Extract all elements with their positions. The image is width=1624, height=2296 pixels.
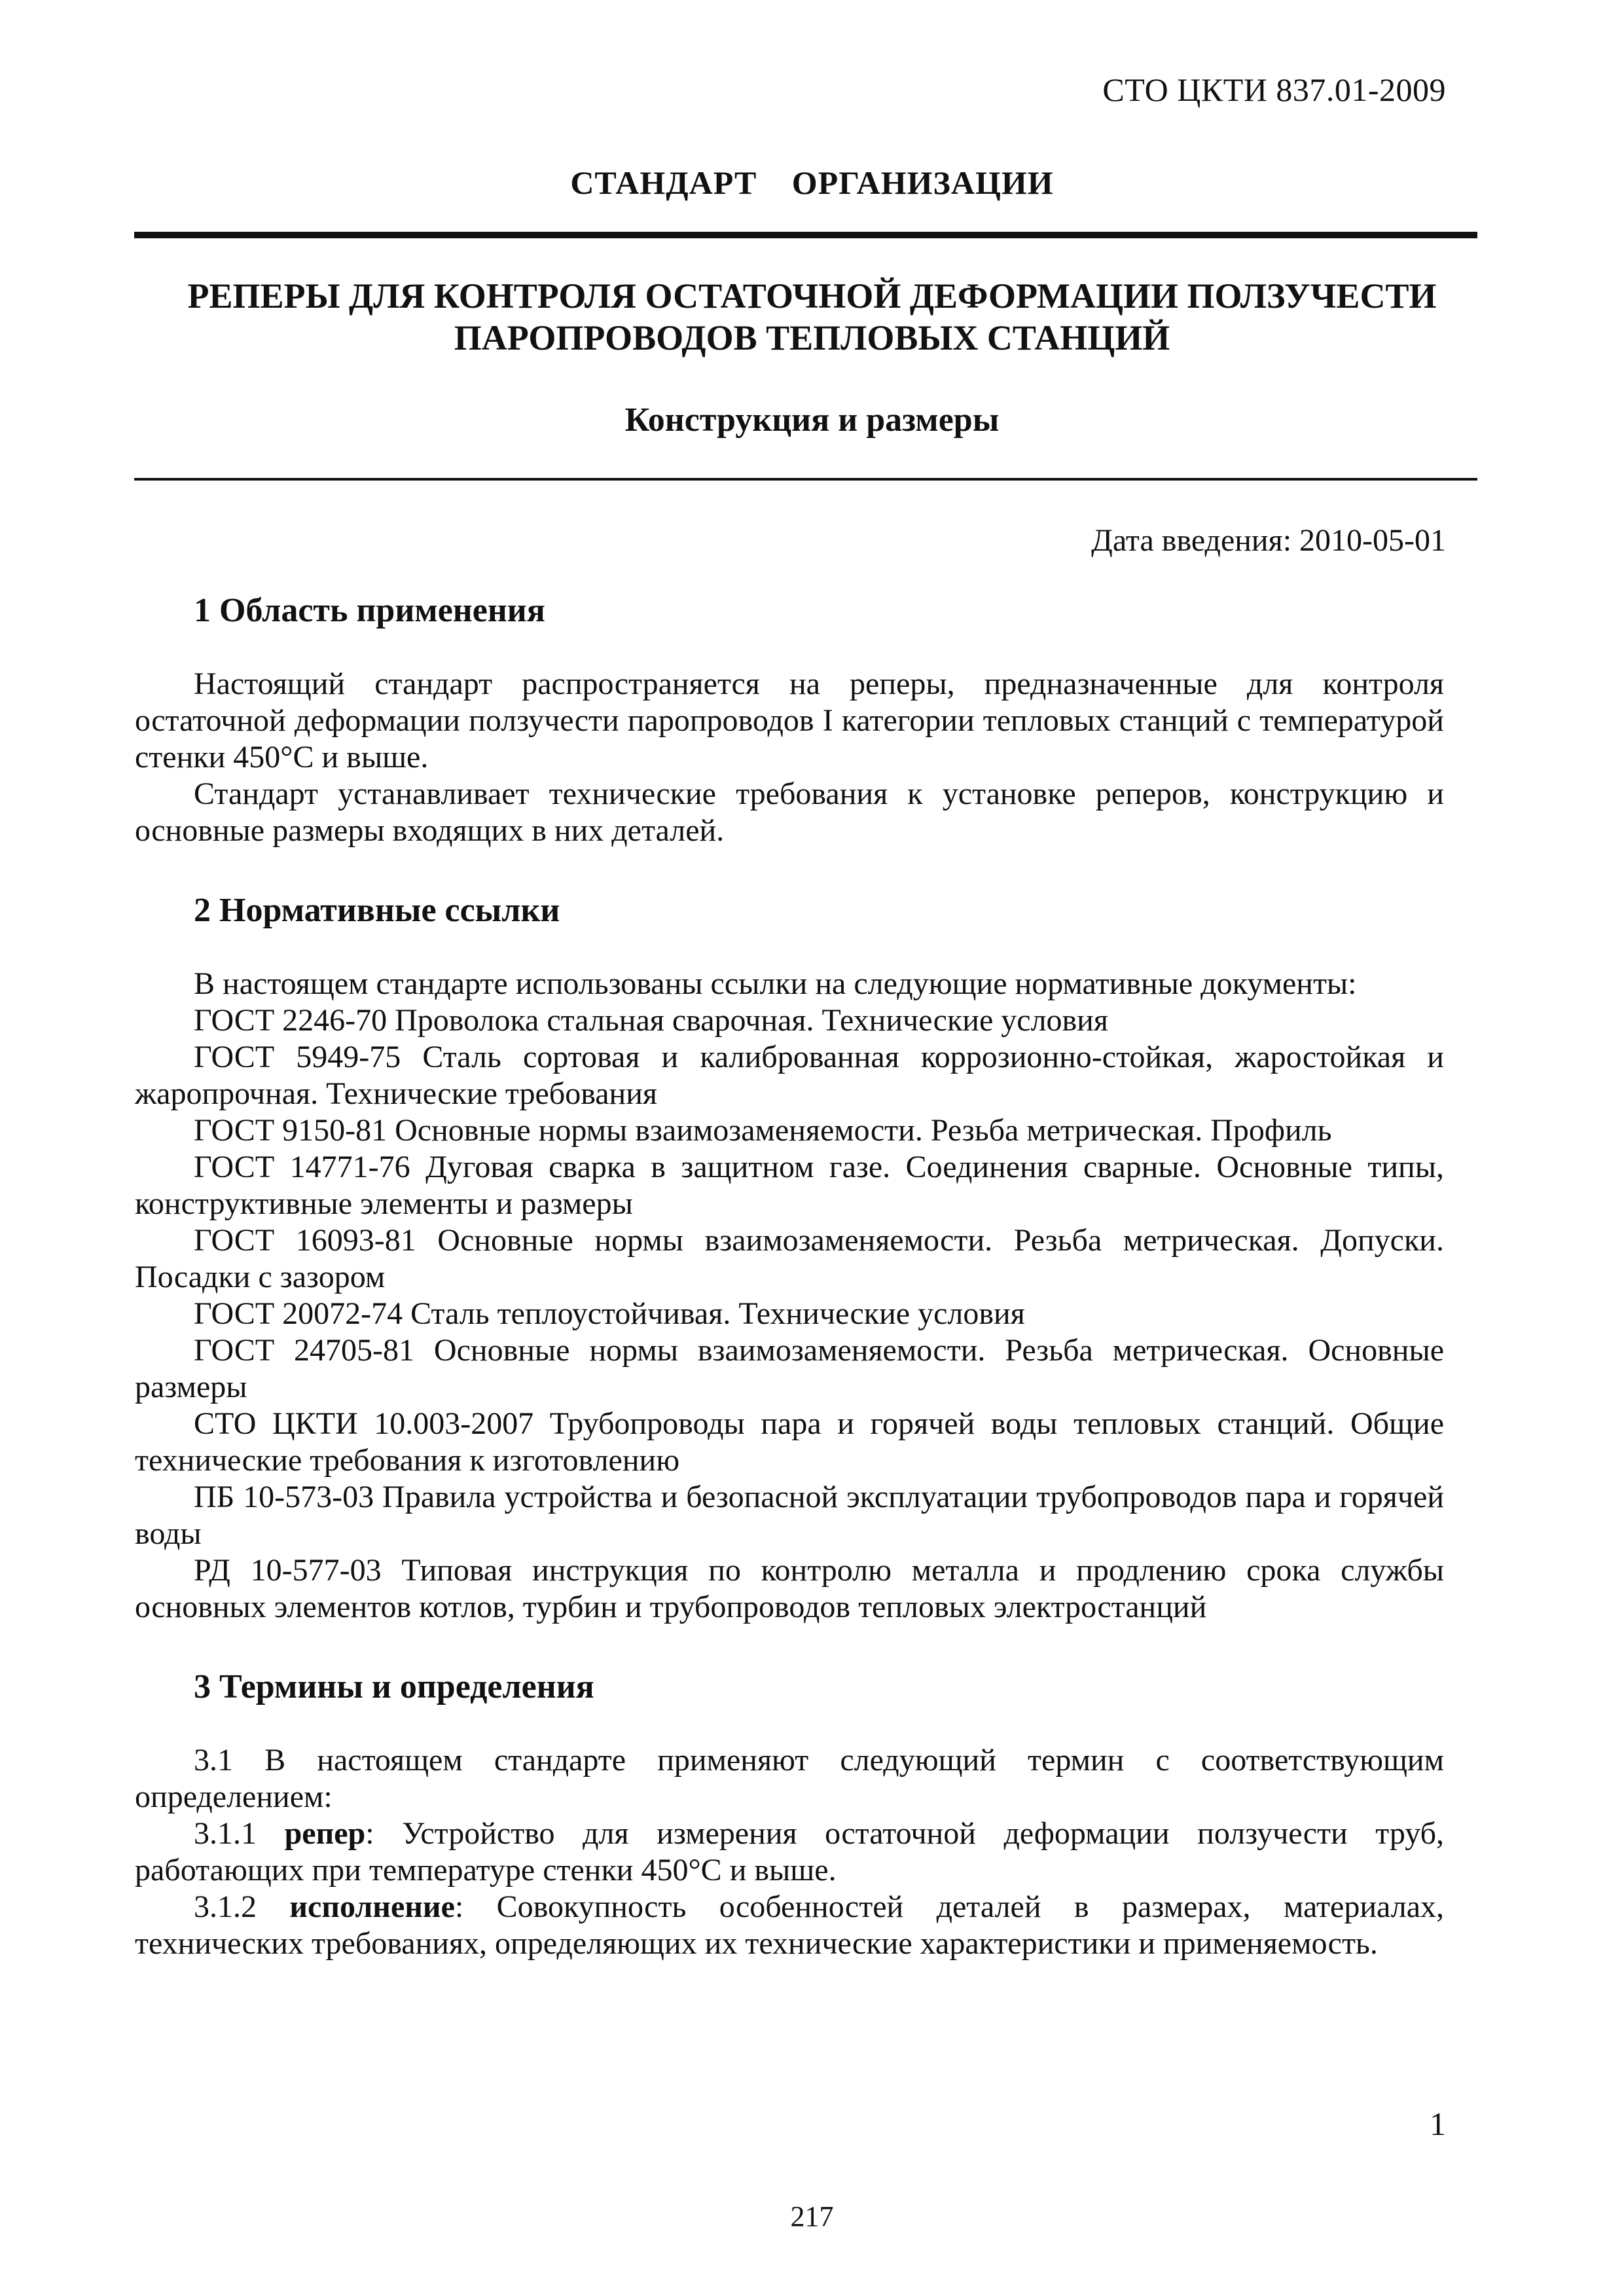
thick-divider [134, 232, 1477, 238]
organization-standard-title: СТАНДАРТ ОРГАНИЗАЦИИ [570, 164, 1054, 201]
term-name: репер [284, 1816, 366, 1851]
section-2-heading: 2 Нормативные ссылки [194, 892, 560, 929]
term-definition-3-1-1 [135, 1815, 1444, 1889]
term-definition: : Устройство для измерения остаточной деформации ползучести труб, работающих при температуре стенки 450°С и выше. [135, 1816, 1444, 1887]
reference-item: ГОСТ 9150-81 Основные нормы взаимозаменяемости. Резьба метрическая. Профиль [194, 1113, 1332, 1148]
reference-item: ГОСТ 20072-74 Сталь теплоустойчивая. Технические условия [194, 1296, 1025, 1331]
global-page-number: 217 [790, 2200, 834, 2232]
term-definition-3-1-2 [135, 1889, 1444, 1962]
term-definition: : Совокупность особенностей деталей в размерах, материалах, технических требованиях, определяющих их технические характеристики и применяемость. [135, 1889, 1444, 1961]
term-number: 3.1.1 [194, 1816, 257, 1851]
introduction-date: Дата введения: 2010-05-01 [1091, 523, 1446, 558]
reference-item: ГОСТ 5949-75 Сталь сортовая и калиброванная коррозионно-стойкая, жаростойкая и жаропрочная. Технические требования [135, 1040, 1444, 1111]
section-1-heading: 1 Область применения [194, 592, 545, 629]
term-name: исполнение [289, 1889, 455, 1924]
reference-item: ГОСТ 24705-81 Основные нормы взаимозаменяемости. Резьба метрическая. Основные размеры [135, 1333, 1444, 1404]
reference-item: ПБ 10-573-03 Правила устройства и безопасной эксплуатации трубопроводов пара и горячей воды [135, 1480, 1444, 1551]
term-number: 3.1.2 [194, 1889, 257, 1924]
reference-item: СТО ЦКТИ 10.003-2007 Трубопроводы пара и горячей воды тепловых станций. Общие технические требования к изготовлению [135, 1406, 1444, 1478]
reference-item: РД 10-577-03 Типовая инструкция по контролю металла и продлению срока службы основных элементов котлов, турбин и трубопроводов тепловых электростанций [135, 1553, 1444, 1624]
thin-divider [134, 478, 1477, 481]
document-title [105, 275, 1519, 359]
reference-item: ГОСТ 16093-81 Основные нормы взаимозаменяемости. Резьба метрическая. Допуски. Посадки с зазором [135, 1223, 1444, 1294]
reference-item: ГОСТ 14771-76 Дуговая сварка в защитном газе. Соединения сварные. Основные типы, конструктивные элементы и размеры [135, 1150, 1444, 1221]
section-3-heading: 3 Термины и определения [194, 1668, 594, 1705]
section-2-intro: В настоящем стандарте использованы ссылки на следующие нормативные документы: [194, 966, 1357, 1001]
section-1-paragraph-1: Настоящий стандарт распространяется на реперы, предназначенные для контроля остаточной деформации ползучести паропроводов I категории тепловых станций с температурой стенки 450°С и выше. [135, 666, 1444, 774]
section-1-paragraph-2: Стандарт устанавливает технические требования к установке реперов, конструкцию и основные размеры входящих в них деталей. [135, 776, 1444, 848]
reference-item: ГОСТ 2246-70 Проволока стальная сварочная. Технические условия [194, 1003, 1108, 1038]
document-code: СТО ЦКТИ 837.01-2009 [1102, 71, 1446, 108]
local-page-number: 1 [1430, 2105, 1446, 2142]
document-title-line-1: РЕПЕРЫ ДЛЯ КОНТРОЛЯ ОСТАТОЧНОЙ ДЕФОРМАЦИИ ПОЛЗУЧЕСТИ [187, 276, 1437, 316]
document-body [135, 592, 1444, 1962]
section-3-paragraph-1: 3.1 В настоящем стандарте применяют следующий термин с соответствующим определением: [135, 1743, 1444, 1814]
document-title-line-2: ПАРОПРОВОДОВ ТЕПЛОВЫХ СТАНЦИЙ [454, 318, 1170, 357]
document-subtitle: Конструкция и размеры [624, 401, 1000, 439]
